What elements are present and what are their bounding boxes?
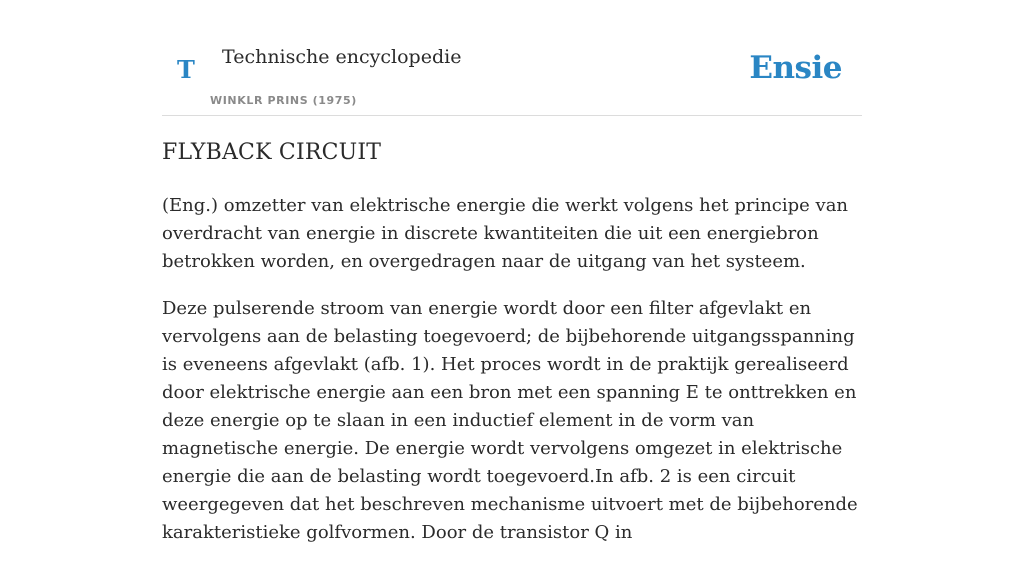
article-paragraph: Deze pulserende stroom van energie wordt door een filter afgevlakt en vervolgens aan de belasting toegevoerd; de bijbehorende uitgangsspanning is eveneens afgevlakt (afb. 1). Het proces wordt in de praktijk gerealiseerd door elektrische energie aan een bron met een spanning E te onttrekken en deze energie op te slaan in een inductief element in de vorm van magnetische energie. De energie wordt vervolgens omgezet in elektrische energie die aan de belasting wordt toegevoerd.In afb. 2 is een circuit weergegeven dat het beschreven mechanisme uitvoert met de bijbehorende karakteristieke golfvormen. Door de transistor Q in [162,298,858,543]
article-title: FLYBACK CIRCUIT [162,140,382,165]
category-title[interactable]: Technische encyclopedie [222,46,462,68]
article-body [162,192,867,566]
brand-logo[interactable]: Ensie [749,50,842,86]
category-logo-icon[interactable]: T [177,55,195,84]
site-header [162,40,862,116]
article-paragraph: (Eng.) omzetter van elektrische energie die werkt volgens het principe van overdracht van energie in discrete kwantiteiten die uit een energiebron betrokken worden, en overgedragen naar de uitgang van het systeem. [162,195,849,272]
source-subtitle: WINKLR PRINS (1975) [210,94,357,107]
